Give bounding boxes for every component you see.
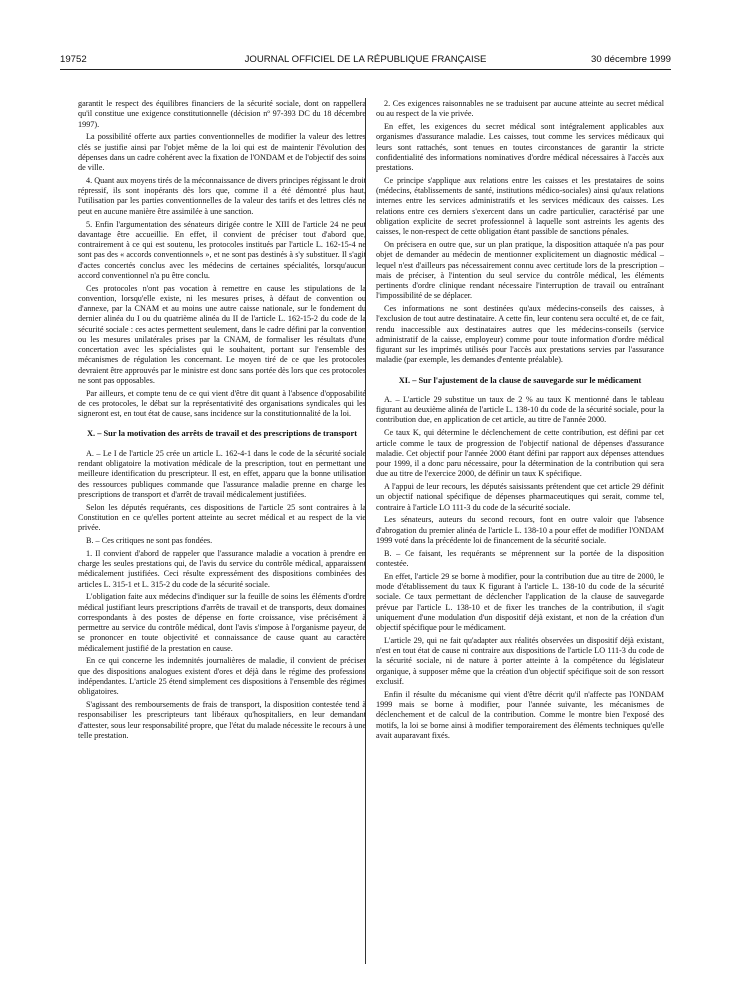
section-heading-xi: XI. – Sur l'ajustement de la clause de sauvegarde sur le médicament (398, 375, 642, 385)
section-heading-x: X. – Sur la motivation des arrêts de travail et des prescriptions de transport (87, 429, 357, 439)
paragraph: S'agissant des remboursements de frais de transport, la disposition contestée tend à responsabiliser les prescripteurs tant libéraux qu'hospitaliers, en leur demandant d'attester, sous leur responsabilité propre, que l'état du malade nécessite le recours à une telle prestation. (78, 700, 366, 740)
paragraph: A. – Le I de l'article 25 crée un article L. 162-4-1 dans le code de la sécurité sociale rendant obligatoire la motivation médicale de la prescription, tout en permettant une meilleure identification du prescripteur. Il est, en effet, apparu que la bonne utilisation des ressources publiques commande que l'assurance maladie prenne en charge les prescriptions de transport et d'arrêt de travail médicalement justifiées. (78, 448, 366, 499)
paragraph: Enfin il résulte du mécanisme qui vient d'être décrit qu'il n'affecte pas l'ONDAM 1999 mais se borne à modifier, pour l'année suivante, les mécanismes de déclenchement et de calcul de la contribution. Comme le montre bien l'exposé des motifs, la loi se borne ainsi à modifier temporairement des éléments techniques qu'elle avait auparavant fixés. (376, 689, 664, 740)
journal-title: JOURNAL OFFICIEL DE LA RÉPUBLIQUE FRANÇAISE (244, 54, 487, 65)
paragraph: 1. Il convient d'abord de rappeler que l'assurance maladie a vocation à prendre en charge les seules prestations qui, de l'avis du service du contrôle médical, apparaissent médicalement justifiées. Ceci résulte expressément des dispositions combinées des articles L. 315-1 et L. 315-2 du code de la sécurité sociale. (78, 548, 366, 589)
paragraph: 5. Enfin l'argumentation des sénateurs dirigée contre le XIII de l'article 24 ne peut davantage être accueillie. En effet, il convient de préciser tout d'abord que, contrairement à ce qui est soutenu, les protocoles institués par l'article L. 162-15-4 ne sont pas des « accords conventionnels », et ne sont pas destinés à s'y substituer. Il s'agit d'actes concertés conclus avec les médecins de certaines spécialités, lorsqu'aucun accord conventionnel n'a pu être conclu. (78, 219, 366, 280)
paragraph: 4. Quant aux moyens tirés de la méconnaissance de divers principes régissant le droit répressif, ils sont inopérants dès lors que, comme il a été démontré plus haut, l'utilisation par les parties conventionnelles de la valeur des tarifs et des lettres clés ne peut en aucune manière être assimilée à une sanction. (78, 175, 366, 216)
paragraph: Ces protocoles n'ont pas vocation à remettre en cause les stipulations de la convention, lorsqu'elle existe, ni les mesures prises, à défaut de convention ou d'annexe, par la CNAM et au moins une autre caisse nationale, sur le fondement du dernier alinéa du I ou du quatrième alinéa du II de l'article L. 162-15-2 du code de la sécurité sociale : ces actes permettent seulement, dans le cadre défini par la convention ou les mesures unilatérales prises par la CNAM, de formaliser les résultats d'une concertation avec les spécialistes qui le souhaitent, portant sur l'ensemble des mécanismes de régulation les concernant. Le moyen tiré de ce que les protocoles devraient être approuvés par le ministre est donc sans portée dès lors que ces protocoles ne sont pas opposables. (78, 283, 366, 385)
paragraph: B. – Ces critiques ne sont pas fondées. (86, 535, 213, 545)
paragraph: A. – L'article 29 substitue un taux de 2 % au taux K mentionné dans le tableau figurant au deuxième alinéa de l'article L. 138-10 du code de la sécurité sociale, pour la contribution due, en application de cet article, au titre de l'année 2000. (376, 394, 664, 425)
page-number: 19752 (60, 54, 87, 65)
paragraph: La possibilité offerte aux parties conventionnelles de modifier la valeur des lettres clés se justifie ainsi par l'objet même de la loi qui est de maintenir l'évolution des dépenses dans un cadre cohérent avec la fixation de l'ONDAM et de l'objectif des soins de ville. (78, 132, 366, 173)
paragraph: Ce taux K, qui détermine le déclenchement de cette contribution, est défini par cet article comme le taux de progression de l'objectif national de dépenses d'assurance maladie. Cet objectif pour l'année 2000 étant défini par rapport aux dépenses attendues pour 1999, il a donc paru nécessaire, pour la détermination de la contribution qui sera due au titre de l'exercice 2000, de définir un taux K spécifique. (376, 428, 664, 479)
paragraph: L'article 29, qui ne fait qu'adapter aux réalités observées un dispositif déjà existant, n'est en tout état de cause ni contraire aux dispositions de l'article LO 111-3 du code de la sécurité sociale, ni de nature à porter atteinte à la compétence du législateur organique, à supposer même que la création d'un objectif spécifique soit de son ressort exclusif. (376, 635, 664, 686)
paragraph: 2. Ces exigences raisonnables ne se traduisent par aucune atteinte au secret médical ou au respect de la vie privée. (376, 99, 664, 119)
paragraph: Par ailleurs, et compte tenu de ce qui vient d'être dit quant à l'absence d'opposabilité de ces protocoles, le débat sur la représentativité des organisations syndicales qui les signeront est, en tout état de cause, sans incidence sur la constitutionnalité de la loi. (78, 388, 366, 419)
right-column (376, 99, 664, 744)
paragraph: Ces informations ne sont destinées qu'aux médecins-conseils des caisses, à l'exclusion de tout autre destinataire. A cette fin, leur contenu sera occulté et, de ce fait, rendu inaccessible aux destinataires autres que les médecins-conseils (service administratif de la caisse, employeur) comme pour toute information d'ordre médical figurant sur les imprimés utilisés pour l'accès aux prestations servies par l'assurance maladie (par exemple, les demandes d'entente préalable). (376, 304, 664, 365)
paragraph: garantit le respect des équilibres financiers de la sécurité sociale, dont on rappellera qu'il constitue une exigence constitutionnelle (décision nº 97-393 DC du 18 décembre 1997). (78, 99, 366, 129)
header-rule (60, 69, 671, 70)
paragraph: A l'appui de leur recours, les députés saisissants prétendent que cet article 29 définit un objectif national spécifique de dépenses pharmaceutiques qui serait, comme tel, contraire à l'article LO 111-3 du code de la sécurité sociale. (376, 482, 664, 512)
paragraph: On précisera en outre que, sur un plan pratique, la disposition attaquée n'a pas pour objet de demander au médecin de mentionner explicitement un diagnostic médical – lequel n'est d'ailleurs pas nécessairement connu avec certitude lors de la prescription – mais de préciser, à l'intention du seul service du contrôle médical, les éléments pertinents d'ordre clinique rendant nécessaire l'interruption de travail ou entraînant l'impossibilité de se déplacer. (376, 240, 664, 301)
paragraph: B. – Ce faisant, les requérants se méprennent sur la portée de la disposition contestée. (376, 548, 664, 569)
paragraph: En effet, les exigences du secret médical sont intégralement applicables aux organismes d'assurance maladie. Les caisses, tout comme les services médicaux qui leurs sont rattachés, sont tenues en toutes circonstances de garantir la stricte confidentialité des informations nominatives d'ordre médical nécessaires à l'accès aux prestations. (376, 122, 664, 173)
left-column (78, 99, 366, 744)
issue-date: 30 décembre 1999 (590, 54, 671, 65)
paragraph: L'obligation faite aux médecins d'indiquer sur la feuille de soins les éléments d'ordre médical justifiant leurs prescriptions d'arrêts de travail et de transports, deux domaines correspondants à des postes de dépense en forte croissance, vise précisément à permettre au service du contrôle médical, dont l'avis s'impose à l'organisme payeur, de se prononcer en toute objectivité et connaissance de cause quant au caractère médicalement justifié de la prestation en cause. (78, 592, 366, 653)
paragraph: En effet, l'article 29 se borne à modifier, pour la contribution due au titre de 2000, le mode d'établissement du taux K figurant à l'article L. 138-10 du code de la sécurité sociale. Ce taux permettant de déclencher l'application de la clause de sauvegarde prévue par l'article L. 138-10 et de fixer les tranches de la contribution, il s'agit uniquement d'une modulation d'un dispositif déjà existant, et non de la création d'un objectif spécifique pour le médicament. (376, 571, 664, 633)
page-header (60, 54, 671, 68)
paragraph: En ce qui concerne les indemnités journalières de maladie, il convient de préciser que des dispositions analogues existent d'ores et déjà dans le régime des professions indépendantes. L'article 25 étend simplement ces dispositions à l'ensemble des régimes obligatoires. (78, 656, 366, 697)
paragraph: Les sénateurs, auteurs du second recours, font en outre valoir que l'absence d'abrogation du premier alinéa de l'article L. 138-10 a pour effet de modifier l'ONDAM 1999 voté dans la précédente loi de financement de la sécurité sociale. (376, 515, 664, 545)
paragraph: Ce principe s'applique aux relations entre les caisses et les prestataires de soins (médecins, établissements de santé, institutions médico-sociales) ainsi qu'aux relations internes entre les services administratifs et les services médicaux des caisses. Les relations entre ces derniers s'exercent dans un cadre particulier, caractérisé par une obligation explicite de secret professionnel à laquelle sont astreints les agents des caisses, le non-respect de cette obligation étant passible de sanctions pénales. (376, 175, 664, 237)
paragraph: Selon les députés requérants, ces dispositions de l'article 25 sont contraires à la Constitution en ce qu'elles portent atteinte au secret médical et au respect de la vie privée. (78, 502, 366, 533)
